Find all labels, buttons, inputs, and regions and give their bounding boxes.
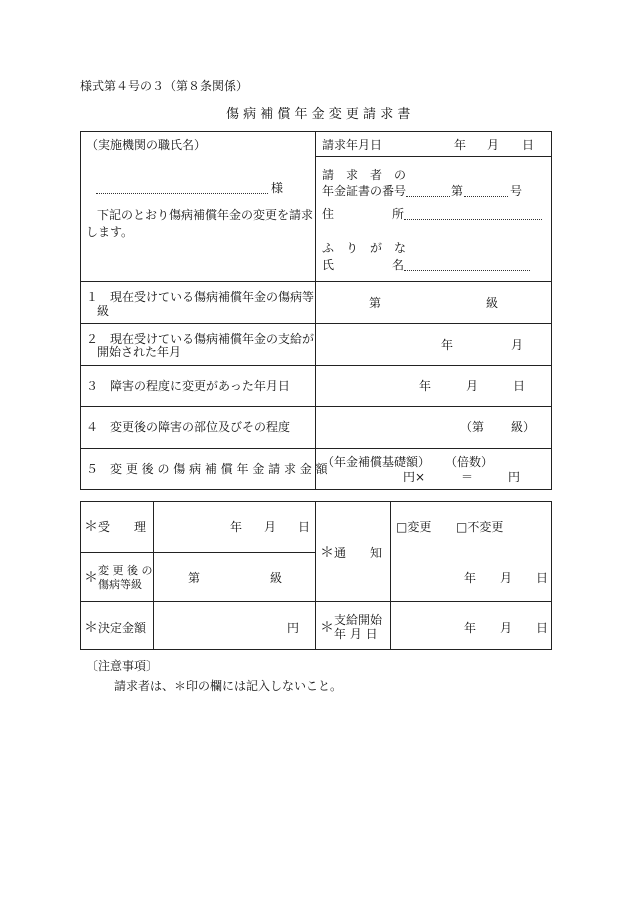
address-line[interactable] — [404, 219, 542, 220]
name-label-2: 名 — [392, 258, 405, 272]
request-text-line2: します。 — [86, 225, 134, 239]
row2-label-line1: ２ 現在受けている傷病補償年金の支給が — [86, 332, 315, 346]
claimant-label-line1: 請 求 者 の — [322, 168, 407, 182]
address-label-1: 住 — [322, 207, 335, 221]
certificate-go: 号 — [510, 184, 523, 198]
request-date-year[interactable]: 年 — [454, 138, 467, 152]
form-number: 様式第４号の３（第８条関係） — [80, 79, 249, 93]
certificate-number-prefix-line[interactable] — [406, 196, 450, 197]
row2-year[interactable]: 年 — [441, 338, 454, 352]
agency-label: （実施機関の職氏名） — [86, 138, 207, 152]
name-label-1: 氏 — [322, 258, 335, 272]
request-text-line1: 下記のとおり傷病補償年金の変更を請求 — [97, 208, 314, 222]
notice-year[interactable]: 年 — [464, 571, 477, 585]
request-date-month[interactable]: 月 — [487, 138, 500, 152]
grade-star: ＊ — [84, 570, 98, 586]
row3-day[interactable]: 日 — [513, 379, 526, 393]
row4-dai[interactable]: （第 — [460, 420, 485, 434]
row1-kyu[interactable]: 級 — [486, 296, 499, 310]
receipt-year[interactable]: 年 — [230, 520, 243, 534]
receipt-label: 受 理 — [98, 520, 147, 534]
notice-label: 通 知 — [334, 546, 383, 560]
amount-star: ＊ — [84, 620, 98, 636]
notice-day[interactable]: 日 — [536, 571, 549, 585]
agency-name-line[interactable] — [96, 193, 268, 194]
receipt-day[interactable]: 日 — [298, 520, 311, 534]
row1-dai[interactable]: 第 — [369, 296, 382, 310]
row4-label: ４ 変更後の障害の部位及びその程度 — [86, 420, 291, 434]
pay-start-month[interactable]: 月 — [500, 621, 513, 635]
row1-label-line1: １ 現在受けている傷病補償年金の傷病等 — [86, 290, 315, 304]
notice-month[interactable]: 月 — [500, 571, 513, 585]
main-table — [80, 131, 552, 490]
row1-label-line2: 級 — [97, 304, 110, 318]
grade-dai[interactable]: 第 — [188, 571, 201, 585]
row3-month[interactable]: 月 — [466, 379, 479, 393]
name-line[interactable] — [404, 270, 530, 271]
amount-yen[interactable]: 円 — [287, 621, 300, 635]
pay-start-day[interactable]: 日 — [536, 621, 549, 635]
request-date-day[interactable]: 日 — [522, 138, 535, 152]
row5-yen-times[interactable]: 円× — [403, 470, 426, 484]
row4-kyu[interactable]: 級） — [511, 420, 536, 434]
notes-title: 〔注意事項〕 — [86, 659, 159, 673]
grade-label-line1: 変 更 後 の — [98, 564, 153, 577]
row2-label-line2: 開始された年月 — [97, 345, 182, 359]
pay-start-label-line2: 年 月 日 — [334, 627, 378, 641]
honorific: 様 — [271, 181, 284, 195]
pay-start-year[interactable]: 年 — [464, 621, 477, 635]
pay-start-label-line1: 支給開始 — [334, 613, 383, 627]
claimant-label-line2: 年金証書の番号 — [322, 184, 407, 198]
row5-multiplier-label: （倍数） — [445, 455, 494, 469]
furigana-label: ふ り が な — [322, 241, 407, 255]
row3-year[interactable]: 年 — [419, 379, 432, 393]
grade-label-line2: 傷病等級 — [98, 578, 142, 591]
row3-label: ３ 障害の程度に変更があった年月日 — [86, 379, 290, 393]
notice-star: ＊ — [320, 545, 334, 561]
row5-equals: ＝ — [461, 470, 474, 484]
request-date-label: 請求年月日 — [322, 138, 383, 152]
certificate-number-line[interactable] — [464, 196, 508, 197]
receipt-month[interactable]: 月 — [264, 520, 277, 534]
notes-text: 請求者は、＊印の欄には記入しないこと。 — [114, 679, 343, 693]
form-title: 傷 病 補 償 年 金 変 更 請 求 書 — [226, 107, 411, 122]
address-label-2: 所 — [392, 207, 405, 221]
main-table-divider — [315, 131, 316, 490]
certificate-dai: 第 — [451, 184, 464, 198]
receipt-star: ＊ — [84, 519, 98, 535]
row2-month[interactable]: 月 — [511, 338, 524, 352]
notice-changed-checkbox[interactable]: □変更 — [396, 520, 432, 534]
pay-start-star: ＊ — [320, 620, 334, 636]
row5-label: ５ 変 更 後 の 傷 病 補 償 年 金 請 求 金 額 — [86, 462, 328, 476]
amount-label: 決定金額 — [98, 621, 147, 635]
row5-yen[interactable]: 円 — [508, 470, 521, 484]
row5-base-label: （年金補償基礎額） — [322, 455, 431, 469]
notice-unchanged-checkbox[interactable]: □不変更 — [456, 520, 504, 534]
grade-kyu[interactable]: 級 — [270, 571, 283, 585]
